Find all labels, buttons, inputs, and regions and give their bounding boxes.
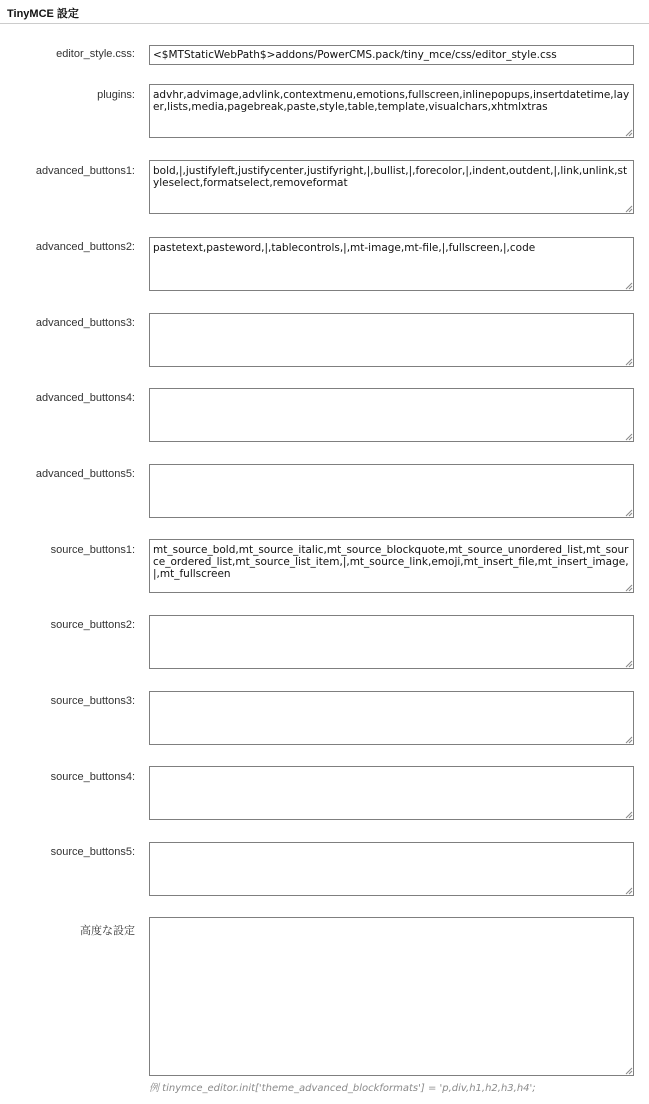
advanced-settings-label: 高度な設定	[80, 925, 135, 937]
section-title: TinyMCE 設定	[7, 8, 79, 20]
source-buttons5-label: source_buttons5:	[50, 846, 135, 858]
editor-style-css-input[interactable]	[149, 45, 634, 65]
source-buttons4-textarea[interactable]	[149, 766, 634, 820]
advanced-buttons3-label: advanced_buttons3:	[35, 317, 135, 329]
advanced-buttons4-textarea[interactable]	[149, 388, 634, 442]
advanced-buttons3-textarea[interactable]	[149, 313, 634, 367]
section-header	[0, 0, 649, 24]
source-buttons5-textarea[interactable]	[149, 842, 634, 896]
source-buttons1-textarea[interactable]	[149, 539, 634, 593]
source-buttons3-label: source_buttons3:	[50, 695, 135, 707]
plugins-label: plugins:	[97, 89, 135, 101]
source-buttons2-textarea[interactable]	[149, 615, 634, 669]
advanced-buttons1-label: advanced_buttons1:	[35, 165, 135, 177]
source-buttons4-label: source_buttons4:	[50, 771, 135, 783]
source-buttons3-textarea[interactable]	[149, 691, 634, 745]
advanced-buttons5-label: advanced_buttons5:	[35, 468, 135, 480]
editor-style-css-label: editor_style.css:	[56, 48, 135, 60]
advanced-settings-hint: 例 tinymce_editor.init['theme_advanced_blockformats'] = 'p,div,h1,h2,h3,h4';	[149, 1083, 536, 1094]
advanced-buttons5-textarea[interactable]	[149, 464, 634, 518]
advanced-settings-textarea[interactable]	[149, 917, 634, 1076]
source-buttons1-label: source_buttons1:	[50, 544, 135, 556]
advanced-buttons4-label: advanced_buttons4:	[35, 392, 135, 404]
advanced-buttons2-label: advanced_buttons2:	[35, 241, 135, 253]
plugins-textarea[interactable]	[149, 84, 634, 138]
advanced-buttons1-textarea[interactable]	[149, 160, 634, 214]
source-buttons2-label: source_buttons2:	[50, 619, 135, 631]
advanced-buttons2-textarea[interactable]	[149, 237, 634, 291]
